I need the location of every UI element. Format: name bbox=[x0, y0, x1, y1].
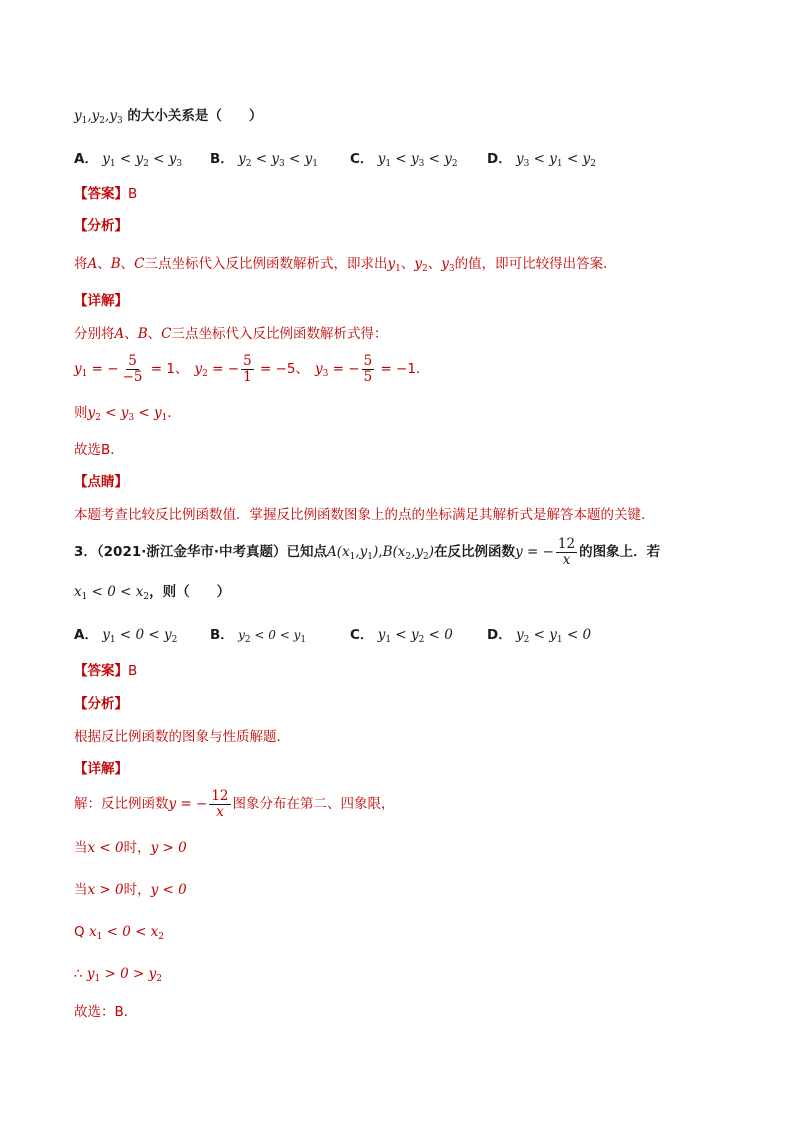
q3-stem-line2: $x_1 < 0 < x_2$，则（ ） bbox=[74, 584, 231, 602]
q3-detail-therefore: ∴ $y_1 > 0 > y_2$ bbox=[74, 966, 163, 984]
q3-options bbox=[74, 625, 714, 645]
q2-detail-tag: 【详解】 bbox=[74, 293, 128, 309]
q3-option-a: A． $y_1 < 0 < y_2$ bbox=[74, 627, 178, 645]
q3-option-d: D． $y_2 < y_1 < 0$ bbox=[487, 627, 592, 645]
q3-option-c: C． $y_1 < y_2 < 0$ bbox=[350, 627, 453, 645]
q3-analysis-tag: 【分析】 bbox=[74, 696, 128, 712]
q3-detail-when2: 当x > 0时，y < 0 bbox=[74, 882, 187, 898]
q2-option-a: A． $y_1 < y_2 < y_3$ bbox=[74, 151, 183, 169]
q3-detail-line1: 解：反比例函数y = − $\frac{12}{x}$ 图象分布在第二、四象限， bbox=[74, 788, 395, 820]
q3-analysis: 根据反比例函数的图象与性质解题． bbox=[74, 729, 290, 745]
q2-stem: $y_1,y_2,y_3$ 的大小关系是（ ） bbox=[74, 108, 263, 126]
q2-answer: 【答案】B bbox=[74, 186, 138, 202]
q2-comment: 本题考查比较反比例函数值．掌握反比例函数图象上的点的坐标满足其解析式是解答本题的关键． bbox=[74, 507, 655, 523]
q2-option-c: C． $y_1 < y_3 < y_2$ bbox=[350, 151, 458, 169]
q2-option-b: B． $y_2 < y_3 < y_1$ bbox=[210, 151, 318, 169]
q3-stem-line1: 3．（2021·浙江金华市·中考真题）已知点$A(x_1,y_1),B(x_2,y_2)$在反比例函数y = − $\frac{12}{x}$ 的图象上．若 bbox=[74, 536, 661, 568]
q2-analysis-text: 将A、B、C三点坐标代入反比例函数解析式，即求出$y_1$、$y_2$、$y_3$的值，即可比较得出答案． bbox=[74, 256, 617, 274]
q2-options bbox=[74, 149, 714, 169]
q3-detail-when1: 当x < 0时，y > 0 bbox=[74, 840, 187, 856]
q3-answer: 【答案】B bbox=[74, 663, 138, 679]
q2-detail-formula: $y_1$ = − $\frac{5}{-5}$ = 1、 $y_2$ = − $\frac{5}{1}$ = −5、 $y_3$ = − $\frac{5}{5}$ = −1． bbox=[74, 352, 430, 385]
q3-detail-tag: 【详解】 bbox=[74, 761, 128, 777]
q3-detail-because: Q $x_1 < 0 < x_2$ bbox=[74, 924, 165, 942]
q2-detail-line1: 分别将A、B、C三点坐标代入反比例函数解析式得： bbox=[74, 326, 388, 342]
q2-comment-tag: 【点睛】 bbox=[74, 474, 128, 490]
q2-option-d: D． $y_3 < y_1 < y_2$ bbox=[487, 151, 596, 169]
q2-detail-then: 则$y_2 < y_3 < y_1$． bbox=[74, 405, 181, 423]
q3-option-b: B． $y_2 < 0 < y_1$ bbox=[210, 627, 307, 645]
q2-analysis-tag: 【分析】 bbox=[74, 218, 128, 234]
q3-choose: 故选：B． bbox=[74, 1004, 138, 1020]
q2-choose: 故选B． bbox=[74, 442, 124, 458]
